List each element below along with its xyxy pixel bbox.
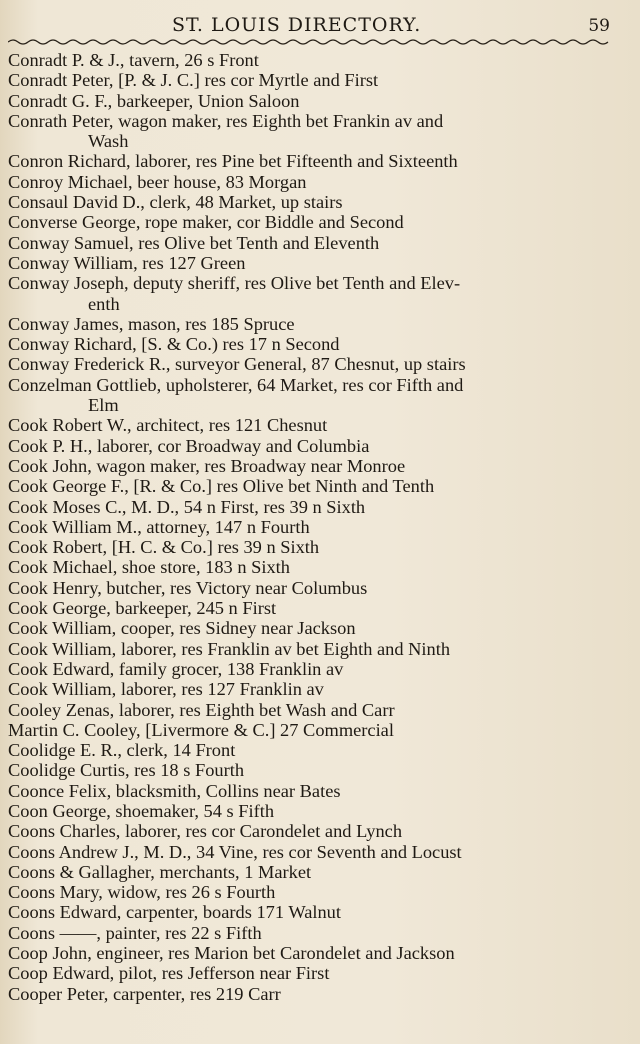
directory-entry bbox=[8, 902, 608, 922]
directory-entry bbox=[8, 91, 608, 111]
entry-text: Cook John, wagon maker, res Broadway near Monroe bbox=[8, 455, 406, 476]
directory-entry bbox=[8, 760, 608, 780]
entry-text: Martin C. Cooley, [Livermore & C.] 27 Commercial bbox=[8, 719, 394, 740]
entry-text: Conway Richard, [S. & Co.) res 17 n Second bbox=[8, 334, 340, 355]
directory-entry bbox=[8, 923, 608, 943]
directory-entry bbox=[8, 862, 608, 882]
entry-text: Conradt P. & J., tavern, 26 s Front bbox=[8, 50, 259, 70]
entry-text: Cooper Peter, carpenter, res 219 Carr bbox=[8, 983, 281, 1004]
entry-text: Coons Andrew J., M. D., 34 Vine, res cor Seventh and Locust bbox=[8, 841, 462, 862]
directory-entry bbox=[8, 740, 608, 760]
directory-entry bbox=[8, 354, 608, 374]
directory-entry bbox=[8, 456, 608, 476]
entry-text: Coon George, shoemaker, 54 s Fifth bbox=[8, 800, 275, 821]
directory-entry bbox=[8, 517, 608, 537]
directory-entry bbox=[8, 253, 608, 273]
entry-continuation: Wash bbox=[88, 131, 129, 152]
directory-entry bbox=[8, 963, 608, 983]
entry-text: Conrath Peter, wagon maker, res Eighth bet Frankin av and bbox=[8, 110, 444, 131]
directory-entry bbox=[8, 943, 608, 963]
directory-entry bbox=[8, 598, 608, 618]
directory-entry bbox=[8, 233, 608, 253]
entry-text: Conway James, mason, res 185 Spruce bbox=[8, 313, 295, 334]
directory-entry bbox=[8, 334, 608, 354]
entry-text: Conradt G. F., barkeeper, Union Saloon bbox=[8, 90, 300, 111]
entry-text: Cook William, laborer, res Franklin av bet Eighth and Ninth bbox=[8, 638, 451, 659]
entry-text: Cook George F., [R. & Co.] res Olive bet Ninth and Tenth bbox=[8, 476, 435, 497]
entry-text: Cook Henry, butcher, res Victory near Columbus bbox=[8, 577, 368, 598]
entry-continuation: enth bbox=[88, 293, 120, 314]
entry-text: Cook Edward, family grocer, 138 Franklin av bbox=[8, 658, 344, 679]
entry-text: Coop John, engineer, res Marion bet Carondelet and Jackson bbox=[8, 943, 455, 964]
entry-text: Coons Charles, laborer, res cor Carondelet and Lynch bbox=[8, 821, 403, 842]
entry-text: Coolidge Curtis, res 18 s Fourth bbox=[8, 760, 245, 781]
page-title: ST. LOUIS DIRECTORY. bbox=[172, 14, 422, 36]
entry-text: Conzelman Gottlieb, upholsterer, 64 Market, res cor Fifth and bbox=[8, 374, 464, 395]
directory-entries bbox=[8, 50, 608, 1004]
directory-entry bbox=[8, 436, 608, 456]
entry-text: Cook Robert W., architect, res 121 Chesnut bbox=[8, 415, 328, 436]
directory-entry bbox=[8, 557, 608, 577]
directory-entry bbox=[8, 537, 608, 557]
directory-entry bbox=[8, 984, 608, 1004]
directory-entry bbox=[8, 172, 608, 192]
directory-entry bbox=[8, 192, 608, 212]
directory-entry bbox=[8, 70, 608, 90]
entry-text: Conradt Peter, [P. & J. C.] res cor Myrtle and First bbox=[8, 70, 379, 91]
directory-entry bbox=[8, 415, 608, 435]
entry-text: Cook George, barkeeper, 245 n First bbox=[8, 598, 277, 619]
header-wavy-rule bbox=[8, 38, 613, 46]
directory-entry bbox=[8, 720, 608, 740]
directory-entry bbox=[8, 618, 608, 638]
entry-text: Conron Richard, laborer, res Pine bet Fifteenth and Sixteenth bbox=[8, 151, 458, 172]
directory-entry bbox=[8, 497, 608, 517]
entry-text: Coonce Felix, blacksmith, Collins near Bates bbox=[8, 780, 341, 801]
directory-entry bbox=[8, 578, 608, 598]
directory-entry bbox=[8, 700, 608, 720]
directory-entry bbox=[8, 476, 608, 496]
directory-entry bbox=[8, 801, 608, 821]
directory-entry bbox=[8, 151, 608, 171]
directory-entry bbox=[8, 314, 608, 334]
entry-text: Conway Frederick R., surveyor General, 87 Chesnut, up stairs bbox=[8, 354, 466, 375]
entry-text: Conway William, res 127 Green bbox=[8, 252, 246, 273]
entry-text: Cook William, laborer, res 127 Franklin av bbox=[8, 679, 324, 700]
entry-text: Conway Samuel, res Olive bet Tenth and Eleventh bbox=[8, 232, 380, 253]
entry-text: Cook Moses C., M. D., 54 n First, res 39 n Sixth bbox=[8, 496, 366, 517]
entry-text: Conroy Michael, beer house, 83 Morgan bbox=[8, 171, 307, 192]
directory-entry bbox=[8, 679, 608, 699]
page-header bbox=[0, 10, 640, 40]
directory-entry bbox=[8, 50, 608, 70]
entry-text: Cook William, cooper, res Sidney near Jackson bbox=[8, 618, 356, 639]
directory-entry bbox=[8, 821, 608, 841]
page-number: 59 bbox=[588, 16, 610, 36]
entry-text: Cooley Zenas, laborer, res Eighth bet Wash and Carr bbox=[8, 699, 395, 720]
entry-text: Coop Edward, pilot, res Jefferson near First bbox=[8, 963, 330, 984]
entry-text: Coons ——, painter, res 22 s Fifth bbox=[8, 922, 262, 943]
entry-text: Conway Joseph, deputy sheriff, res Olive bet Tenth and Elev- bbox=[8, 273, 461, 294]
directory-entry bbox=[8, 659, 608, 679]
directory-entry bbox=[8, 273, 608, 314]
entry-text: Coons & Gallagher, merchants, 1 Market bbox=[8, 861, 312, 882]
directory-entry bbox=[8, 842, 608, 862]
entry-text: Coons Edward, carpenter, boards 171 Walnut bbox=[8, 902, 341, 923]
entry-text: Cook William M., attorney, 147 n Fourth bbox=[8, 516, 310, 537]
entry-text: Cook Michael, shoe store, 183 n Sixth bbox=[8, 557, 290, 578]
directory-entry bbox=[8, 212, 608, 232]
directory-entry bbox=[8, 882, 608, 902]
entry-text: Cook Robert, [H. C. & Co.] res 39 n Sixth bbox=[8, 537, 320, 558]
entry-text: Coolidge E. R., clerk, 14 Front bbox=[8, 740, 236, 761]
entry-text: Converse George, rope maker, cor Biddle and Second bbox=[8, 212, 404, 233]
entry-text: Coons Mary, widow, res 26 s Fourth bbox=[8, 882, 276, 903]
directory-entry bbox=[8, 639, 608, 659]
entry-continuation: Elm bbox=[88, 395, 119, 416]
directory-entry bbox=[8, 111, 608, 152]
directory-entry bbox=[8, 375, 608, 416]
directory-entry bbox=[8, 781, 608, 801]
entry-text: Consaul David D., clerk, 48 Market, up stairs bbox=[8, 192, 343, 213]
entry-text: Cook P. H., laborer, cor Broadway and Columbia bbox=[8, 435, 370, 456]
